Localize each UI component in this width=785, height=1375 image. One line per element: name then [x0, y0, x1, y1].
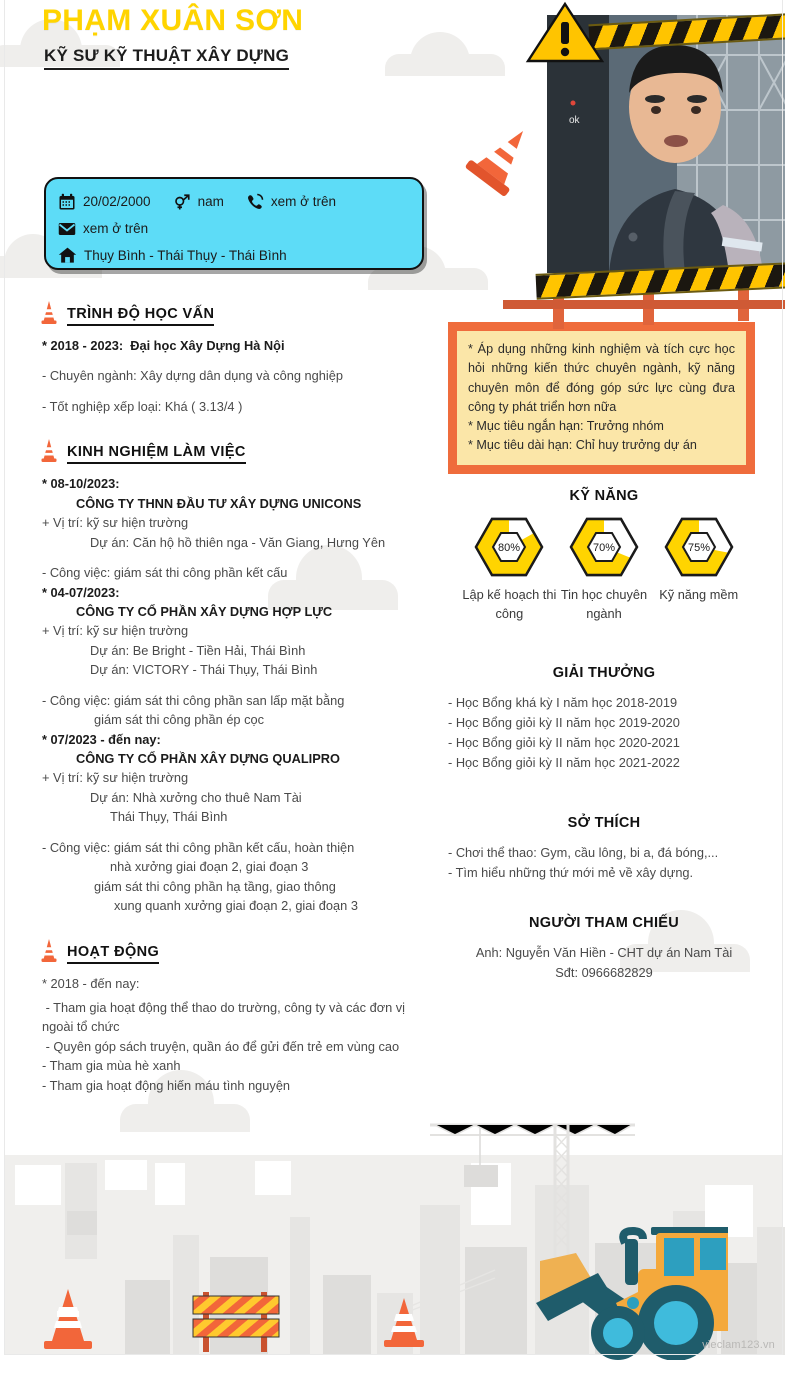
activity-line: - Tham gia mùa hè xanh: [42, 1058, 181, 1074]
hobby-item: - Tìm hiểu những thứ mới mẻ về xây dựng.: [448, 864, 694, 880]
job-task: - Công việc: giám sát thi công phần san lấp mặt bằng: [42, 692, 345, 708]
experience-item: [0, 583, 450, 730]
activity-line: - Tham gia hoạt động hiến máu tình nguyện: [42, 1077, 291, 1093]
reference-name: Anh: Nguyễn Văn Hiền - CHT dự án Nam Tài: [475, 945, 733, 960]
award-item: - Học Bổng giỏi kỳ II năm học 2020-2021: [448, 734, 680, 750]
contact-gender: [173, 193, 224, 211]
award-item: - Học Bổng khá kỳ I năm học 2018-2019: [448, 695, 678, 710]
phone-icon: [246, 193, 264, 211]
contact-row: [58, 242, 410, 269]
job-task: giám sát thi công phần hạ tầng, giao thông: [94, 878, 336, 894]
activities-period: * 2018 - đến nay:: [42, 975, 140, 991]
skill-gauge-80: [474, 516, 544, 578]
contact-phone: [246, 193, 336, 211]
skill-label: Tin học chuyên ngành: [560, 587, 648, 621]
envelope-icon: [58, 220, 76, 238]
svg-text:ok: ok: [569, 115, 580, 126]
dob-text: 20/02/2000: [83, 194, 151, 209]
objective-content: [457, 331, 746, 465]
cloud-icon: [385, 36, 505, 76]
job-task: - Công việc: giám sát thi công phần kết cấu, hoàn thiện: [42, 839, 355, 855]
hobbies-heading: SỞ THÍCH: [567, 815, 641, 831]
activity-line: - Tham gia hoạt động thể thao do trường, công ty và các đơn vị ngoài tổ chức: [42, 999, 409, 1035]
email-text: xem ở trên: [83, 221, 149, 236]
reference-phone: Sđt: 0966682829: [555, 964, 653, 980]
activity-line: - Quyên góp sách truyện, quần áo để gửi đến trẻ em vùng cao: [42, 1038, 400, 1054]
road-barricade-icon: [190, 1286, 300, 1358]
reference-heading: NGƯỜI THAM CHIẾU: [528, 915, 680, 931]
reference-section: [448, 915, 760, 983]
education-heading: [40, 300, 450, 326]
objective-line: * Áp dụng những kinh nghiệm và tích cực học hỏi những kiến thức chuyên ngành, kỹ năng chuyên môn để đóng góp sức lực cùng đưa công ty phát triển hơn nữa: [468, 342, 735, 414]
skills-list: [448, 516, 760, 623]
left-column: [0, 300, 450, 1095]
contact-info-box: [44, 177, 424, 270]
skills-heading: KỸ NĂNG: [569, 488, 639, 504]
job-project: Dự án: Nhà xưởng cho thuê Nam Tài: [90, 789, 302, 805]
job-project: Dự án: Be Bright - Tiền Hải, Thái Bình: [90, 642, 306, 658]
job-period: * 08-10/2023:: [42, 476, 120, 492]
objective-line: * Mục tiêu dài hạn: Chỉ huy trưởng dự án: [468, 438, 697, 453]
award-item: - Học Bổng giỏi kỳ II năm học 2021-2022: [448, 754, 680, 770]
job-project: Thái Thụy, Thái Bình: [110, 809, 228, 825]
traffic-cone-icon: [34, 1285, 102, 1355]
job-company: CÔNG TY THNN ĐẦU TƯ XÂY DỰNG UNICONS: [76, 495, 362, 511]
job-project: Dự án: Căn hộ hồ thiên nga - Văn Giang, Hưng Yên: [90, 534, 386, 550]
job-title: KỸ SƯ KỸ THUẬT XÂY DỰNG: [44, 46, 289, 70]
hobbies-list: [448, 843, 760, 883]
watermark: vieclam123.vn: [702, 1339, 775, 1351]
awards-heading: GIẢI THƯỞNG: [552, 665, 656, 681]
education-title: TRÌNH ĐỘ HỌC VẤN: [67, 306, 214, 326]
hobbies-section: [448, 815, 760, 883]
experience-item: [0, 474, 450, 582]
reference-body: [448, 943, 760, 983]
job-position: + Vị trí: kỹ sư hiện trường: [42, 515, 189, 531]
warning-triangle-icon: [524, 0, 606, 66]
activities-section: [0, 938, 450, 1096]
activities-title: HOẠT ĐỘNG: [67, 944, 159, 964]
job-period: * 04-07/2023:: [42, 584, 120, 600]
job-task: nhà xưởng giai đoạn 2, giai đoạn 3: [110, 859, 309, 875]
barrier-ground: [503, 300, 785, 309]
skill-percent: 70%: [592, 542, 616, 554]
calendar-icon: [58, 193, 76, 211]
job-task: - Công việc: giám sát thi công phần kết cấu: [42, 565, 288, 581]
contact-email: [58, 220, 148, 238]
education-line: - Tốt nghiệp xếp loại: Khá ( 3.13/4 ): [42, 398, 243, 414]
hobby-item: - Chơi thể thao: Gym, cầu lông, bi a, đá bóng,...: [448, 845, 719, 860]
contact-row: [58, 188, 410, 215]
objective-line: * Mục tiêu ngắn hạn: Trưởng nhóm: [468, 419, 664, 434]
gender-icon: [173, 193, 191, 211]
wheel-loader-icon: [468, 1225, 728, 1360]
activities-heading: [40, 938, 450, 964]
job-task: giám sát thi công phần ép cọc: [94, 712, 265, 728]
address-text: Thụy Bình - Thái Thụy - Thái Bình: [84, 248, 287, 263]
traffic-cone-icon: [40, 438, 58, 464]
home-icon: [58, 246, 77, 265]
traffic-cone-icon: [40, 300, 58, 326]
skill-item: [557, 516, 652, 623]
job-position: + Vị trí: kỹ sư hiện trường: [42, 623, 189, 639]
traffic-cone-icon: [40, 938, 58, 964]
contact-row: [58, 215, 410, 242]
skill-label: Kỹ năng mềm: [659, 587, 739, 602]
education-line: - Chuyên ngành: Xây dựng dân dụng và công nghiệp: [42, 368, 343, 384]
candidate-name: PHẠM XUÂN SƠN: [42, 4, 304, 37]
job-task: xung quanh xưởng giai đoạn 2, giai đoạn 3: [114, 898, 358, 914]
education-period: * 2018 - 2023: Đại học Xây Dựng Hà Nội: [42, 338, 285, 353]
awards-section: [448, 665, 760, 773]
contact-dob: [58, 193, 151, 211]
award-item: - Học Bổng giỏi kỳ II năm học 2019-2020: [448, 714, 680, 730]
skill-item: [651, 516, 746, 623]
experience-heading: [40, 438, 450, 464]
contact-address: [58, 246, 287, 265]
job-period: * 07/2023 - đến nay:: [42, 731, 161, 747]
objective-box: [448, 322, 755, 474]
traffic-cone-icon: [380, 1296, 428, 1354]
traffic-cone-icon: [461, 118, 543, 200]
experience-title: KINH NGHIỆM LÀM VIỆC: [67, 444, 246, 464]
skill-label: Lập kế hoạch thi công: [462, 587, 557, 621]
skill-percent: 75%: [687, 542, 710, 554]
skills-section: [448, 488, 760, 623]
experience-section: [0, 438, 450, 915]
job-company: CÔNG TY CỔ PHẦN XÂY DỰNG QUALIPRO: [76, 751, 340, 766]
awards-list: [448, 693, 760, 773]
job-company: CÔNG TY CỔ PHẦN XÂY DỰNG HỢP LỰC: [76, 603, 333, 619]
job-project: Dự án: VICTORY - Thái Thụy, Thái Bình: [90, 662, 318, 678]
gender-text: nam: [197, 194, 224, 209]
phone-text: xem ở trên: [270, 194, 336, 209]
skill-item: [462, 516, 557, 623]
experience-item: [0, 730, 450, 916]
skill-gauge-75: [664, 516, 734, 578]
skill-gauge-70: [569, 516, 639, 578]
skill-percent: 80%: [498, 542, 521, 554]
job-position: + Vị trí: kỹ sư hiện trường: [42, 770, 189, 786]
education-section: [0, 300, 450, 416]
